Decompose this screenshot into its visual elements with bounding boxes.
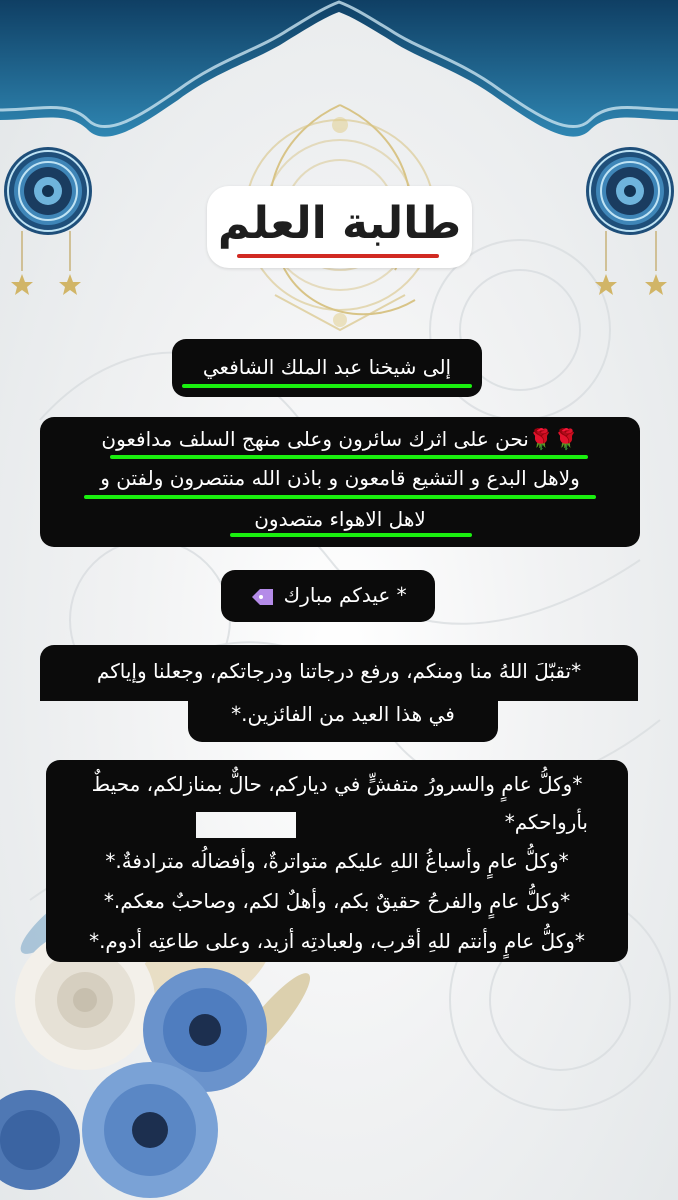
title-underline [237,254,439,258]
wish1-line-1: *وكلُّ عامٍ والسرورُ متفشٍّ في دياركم، حالٌّ بمنازلكم، محيطٌ [91,772,583,796]
pledge-line-2: ولاهل البدع و التشيع قامعون و باذن الله منتصرون ولفتن و [100,466,580,490]
pledge-bubble [40,417,640,547]
green-underline [84,495,596,499]
title-card [207,186,472,268]
pledge-line-3: لاهل الاهواء متصدون [254,507,426,531]
prayer-line-2: في هذا العيد من الفائزين.* [231,702,455,726]
wish2-text: *وكلُّ عامٍ وأسباغُ اللهِ عليكم متواترةٌ، وأفضالُه مترادفةٌ.* [105,849,569,873]
tag-icon [249,587,277,607]
wish1-line-2: بأرواحكم* [504,810,588,834]
wish4-text: *وكلُّ عامٍ وأنتم للهِ أقرب، ولعبادتِه أزيد، وعلى طاعتِه أدوم.* [89,929,585,953]
greeting-bubble [221,570,435,622]
wishes-bubble-bottom [46,838,628,962]
green-underline [230,533,472,537]
wish3-text: *وكلُّ عامٍ والفرحُ حقيقٌ بكم، وأهلٌ لكم، وصاحبٌ معكم.* [103,889,571,913]
mandala-ornament-left [0,146,98,306]
dedication-bubble [172,339,482,397]
greeting-text: * عيدكم مبارك [283,583,407,607]
wishes-bubble-mid [296,803,628,843]
green-underline [182,384,472,388]
wishes-bubble-mid-left [46,803,196,843]
greeting-line [221,576,435,614]
dedication-text: إلى شيخنا عبد الملك الشافعي [202,355,452,379]
prayer-bubble-tail [188,690,498,742]
pledge-line-1: 🌹🌹نحن على اثرك سائرون وعلى منهج السلف مدافعون [101,427,579,451]
prayer-line-1: *تقبّلَ اللهُ منا ومنكم، ورفع درجاتنا ودرجاتكم، وجعلنا وإياكم [96,659,582,683]
page-title: طالبة العلم [217,198,462,249]
mandala-ornament-right [580,146,678,306]
